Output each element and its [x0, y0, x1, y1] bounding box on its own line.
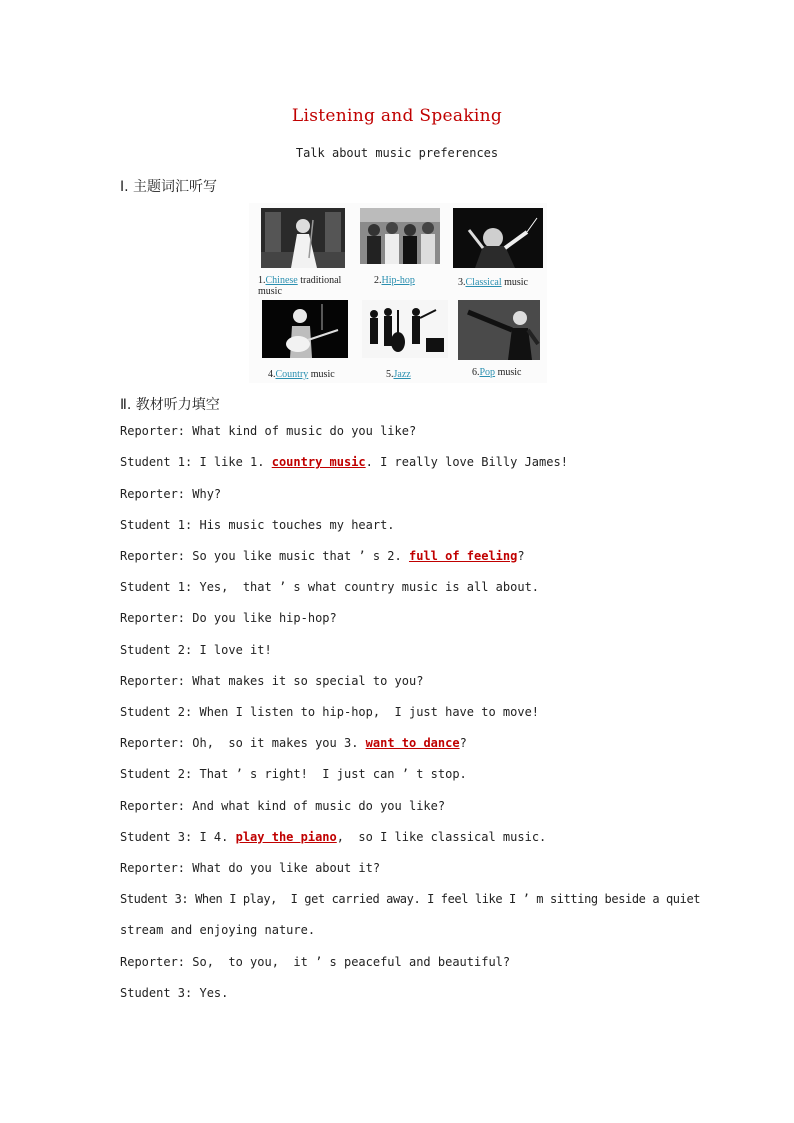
dialogue-line: Student 1: Yes, that ’ s what country music is all about. — [120, 580, 540, 594]
vocab-item — [352, 297, 450, 383]
vocab-caption: 6.Pop music — [472, 367, 522, 378]
vocab-answer: Jazz — [393, 369, 411, 380]
vocab-caption: 5.Jazz — [386, 369, 411, 380]
vocab-caption: 4.Country music — [268, 369, 335, 380]
dialogue-line: Student 2: When I listen to hip-hop, I just have to move! — [120, 705, 540, 719]
vocab-item — [448, 205, 546, 291]
vocab-answer: Classical — [465, 277, 502, 288]
vocab-item — [252, 297, 350, 383]
vocab-caption: 1.Chinese traditional music — [258, 275, 342, 297]
jazz-band-silhouette-photo — [362, 300, 448, 358]
dialogue-line: Reporter: What do you like about it? — [120, 861, 381, 875]
vocab-answer: Hip-hop — [381, 275, 415, 286]
vocab-caption: 3.Classical music — [458, 277, 528, 288]
vocab-answer: Chinese — [265, 275, 298, 286]
dialogue-line: Reporter: And what kind of music do you like? — [120, 799, 446, 813]
dialogue-line: Reporter: So you like music that ’ s 2. full of feeling? — [120, 549, 525, 563]
dialogue-line: Student 3: Yes. — [120, 986, 229, 1000]
page-title: Listening and Speaking — [291, 106, 503, 126]
section-heading-listening: Ⅱ. 教材听力填空 — [120, 397, 220, 413]
answer-blank: country music — [271, 455, 366, 469]
dialogue-line: Reporter: Oh, so it makes you 3. want to dance? — [120, 736, 467, 750]
guitar-singer-photo — [262, 300, 348, 358]
answer-blank: full of feeling — [408, 549, 518, 563]
conductor-photo — [453, 208, 543, 268]
answer-blank: play the piano — [235, 830, 337, 844]
answer-blank: want to dance — [365, 736, 460, 750]
dialogue-line: Student 2: That ’ s right! I just can ’ t stop. — [120, 767, 467, 781]
dialogue-line: Reporter: So, to you, it ’ s peaceful and beautiful? — [120, 955, 511, 969]
dialogue-line: Student 1: I like 1. country music. I really love Billy James! — [120, 455, 568, 469]
vocab-item — [448, 297, 546, 383]
section-heading-vocab: Ⅰ. 主题词汇听写 — [120, 179, 218, 195]
vocab-answer: Pop — [479, 367, 496, 378]
music-vocab-grid — [249, 203, 547, 383]
dialogue-line: Student 2: I love it! — [120, 643, 272, 657]
pop-star-photo — [458, 300, 540, 360]
vocab-item — [352, 205, 450, 291]
vocab-item — [252, 205, 350, 297]
dialogue-line: Student 1: His music touches my heart. — [120, 518, 395, 532]
dialogue-line: Reporter: Do you like hip-hop? — [120, 611, 337, 625]
vocab-answer: Country — [275, 369, 309, 380]
dialogue-line: stream and enjoying nature. — [120, 923, 316, 937]
dialogue-line: Student 3: When I play, I get carried away. I feel like I ’ m sitting beside a quiet — [120, 892, 701, 906]
hiphop-group-photo — [360, 208, 440, 264]
dialogue-line: Reporter: Why? — [120, 487, 222, 501]
erhu-player-photo — [261, 208, 345, 268]
dialogue-line: Student 3: I 4. play the piano, so I like classical music. — [120, 830, 547, 844]
dialogue-line: Reporter: What kind of music do you like? — [120, 424, 417, 438]
vocab-caption: 2.Hip-hop — [374, 275, 415, 286]
dialogue-line: Reporter: What makes it so special to you? — [120, 674, 424, 688]
page-subtitle: Talk about music preferences — [295, 146, 499, 160]
